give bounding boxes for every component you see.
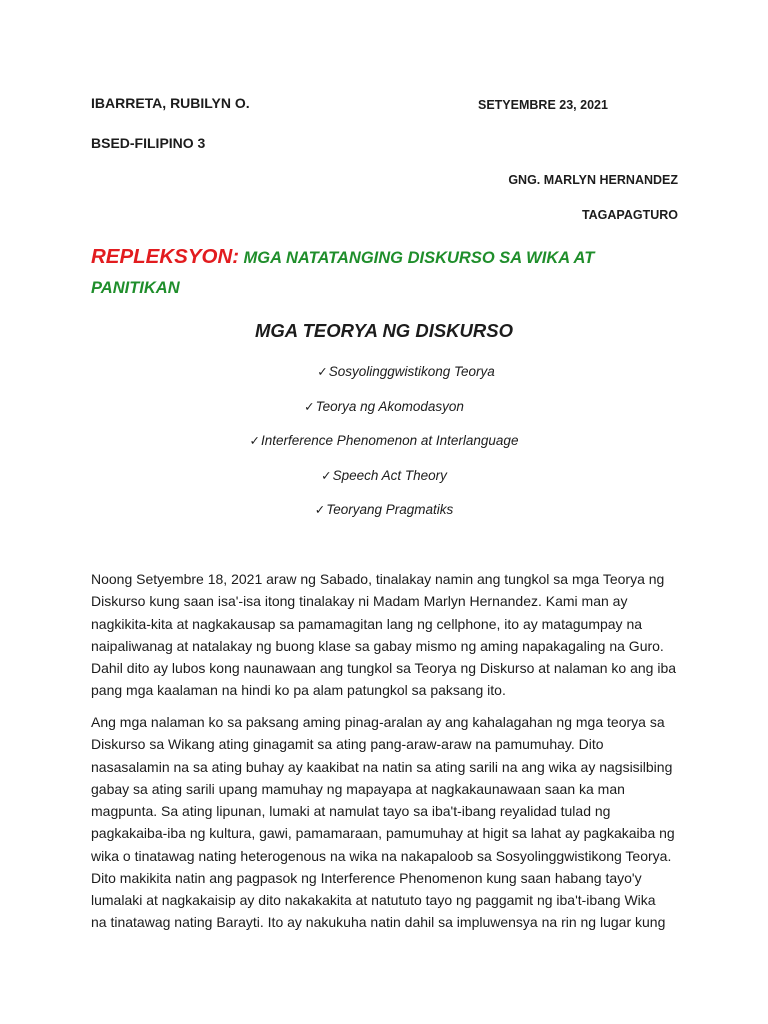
teacher-name: GNG. MARLYN HERNANDEZ: [508, 173, 678, 187]
paragraph-line: magpunta. Sa ating lipunan, lumaki at namulat tayo sa iba't-ibang reyalidad tulad ng: [91, 803, 611, 819]
paragraph-line: pang mga kaalaman na hindi ko pa alam patungkol sa paksang ito.: [91, 682, 506, 699]
paragraph-line: pagkakaiba-iba ng kultura, gawi, pamamaraan, pamumuhay at higit sa lahat ay pagkakaiba ng: [91, 825, 675, 842]
theory-label: Teoryang Pragmatiks: [326, 502, 454, 517]
theory-label: Interference Phenomenon at Interlanguage: [261, 433, 519, 448]
author-name: IBARRETA, RUBILYN O.: [91, 95, 250, 111]
theory-label: Teorya ng Akomodasyon: [315, 398, 464, 414]
list-item: [0, 397, 768, 432]
paragraph-line: naipaliwanag at natalakay ng buong klase sa gabay mismo ng aming napakagaling na Guro.: [91, 637, 664, 654]
document-date: SETYEMBRE 23, 2021: [478, 98, 608, 112]
paragraph-1: [91, 568, 676, 702]
theory-list: [0, 362, 768, 535]
paragraph-line: Diskurso kung saan isa'-isa itong tinalakay ni Madam Marlyn Hernandez. Kami man ay: [91, 593, 628, 610]
list-item: [0, 431, 768, 466]
list-item: [0, 500, 768, 535]
document-title-continued: [91, 276, 180, 301]
paragraph-2: [91, 711, 675, 934]
paragraph-line: gabay sa ating sarili upang mamuhay ng mapayapa at nagkakaunawaan saan ka man: [91, 780, 625, 797]
check-icon: ✓: [321, 467, 332, 483]
document-title: [91, 242, 594, 274]
check-icon: ✓: [317, 364, 328, 379]
paragraph-line: nasasalamin na sa ating buhay ay kaakibat na natin sa ating sarili na ang wika ay nagsisilbing: [91, 758, 673, 775]
paragraph-line: Dahil dito ay lubos kong naunawaan ang tungkol sa Teorya ng Diskurso at nalaman ko ang iba: [91, 660, 677, 676]
title-subject-line-1: MGA NATATANGING DISKURSO SA WIKA AT: [243, 249, 595, 267]
paragraph-line: Dito makikita natin ang pagpasok ng Interference Phenomenon kung saan habang tayo'y: [91, 869, 642, 886]
check-icon: ✓: [304, 398, 315, 414]
check-icon: ✓: [314, 502, 326, 517]
paragraph-line: Ang mga nalaman ko sa paksang aming pinag-aralan ay ang kahalagahan ng mga teorya sa: [91, 714, 665, 730]
paragraph-line: lumalaki at nagkakaisip ay dito nakakakita at natututo tayo ng paggamit ng iba't-ibang Wika: [91, 892, 656, 908]
course-section: BSED-FILIPINO 3: [91, 135, 206, 151]
teacher-role: TAGAPAGTURO: [581, 208, 678, 222]
title-subject-line-2: PANITIKAN: [91, 279, 180, 297]
title-label: REPLEKSYON:: [91, 245, 240, 268]
paragraph-line: nagkikita-kita at nagkakausap sa pamamagitan lang ng cellphone, ito ay matagumpay na: [91, 615, 643, 632]
paragraph-line: Diskurso sa Wikang ating ginagamit sa ating pang-araw-araw na pamumuhay. Dito: [91, 736, 604, 753]
paragraph-line: Noong Setyembre 18, 2021 araw ng Sabado, tinalakay namin ang tungkol sa mga Teorya ng: [91, 571, 665, 587]
theory-label: Speech Act Theory: [332, 467, 447, 483]
section-heading: MGA TEORYA NG DISKURSO: [255, 320, 513, 341]
paragraph-line: na tinatawag nating Barayti. Ito ay nakukuha natin dahil sa impluwensya na rin ng lugar kung: [91, 914, 666, 931]
paragraph-line: wika o tinatawag nating heterogenous na wika na nakapaloob sa Sosyolinggwistikong Teorya.: [91, 847, 672, 864]
list-item: [0, 466, 768, 501]
theory-label: Sosyolinggwistikong Teorya: [328, 364, 495, 379]
list-item: [0, 362, 768, 397]
check-icon: ✓: [249, 433, 261, 448]
